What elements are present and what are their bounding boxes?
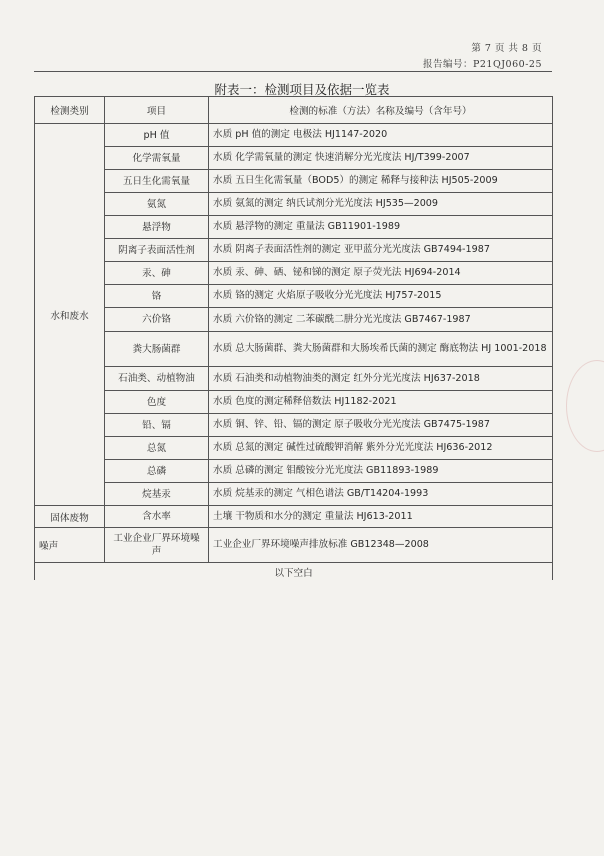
table-row <box>35 332 553 367</box>
header-category: 检测类别 <box>35 97 105 124</box>
item-cell: 五日生化需氧量 <box>105 170 209 193</box>
blank-note: 以下空白 <box>35 563 553 581</box>
table-row <box>35 528 553 563</box>
item-cell: 粪大肠菌群 <box>105 332 209 367</box>
table-row <box>35 239 553 262</box>
table-row <box>35 147 553 170</box>
header-item: 项目 <box>105 97 209 124</box>
item-cell: 铬 <box>105 285 209 308</box>
item-cell: 六价铬 <box>105 308 209 332</box>
item-cell: 汞、砷 <box>105 262 209 285</box>
item-cell: 化学需氧量 <box>105 147 209 170</box>
item-cell: 含水率 <box>105 506 209 528</box>
table-row <box>35 124 553 147</box>
item-cell: pH 值 <box>105 124 209 147</box>
item-cell: 氨氮 <box>105 193 209 216</box>
table-row <box>35 483 553 506</box>
table-header-row <box>35 97 553 124</box>
table-title: 附表一：检测项目及依据一览表 <box>214 82 390 97</box>
standard-cell: 水质 pH 值的测定 电极法 HJ1147-2020 <box>209 124 553 147</box>
standard-cell: 土壤 干物质和水分的测定 重量法 HJ613-2011 <box>209 506 553 528</box>
standard-cell: 水质 六价铬的测定 二苯碳酰二肼分光光度法 GB7467-1987 <box>209 308 553 332</box>
table-footer-row <box>35 563 553 581</box>
standard-cell: 水质 石油类和动植物油类的测定 红外分光光度法 HJ637-2018 <box>209 367 553 391</box>
report-number: 报告编号：P21QJ060-25 <box>422 59 542 70</box>
page-info: 第 7 页 共 8 页 <box>471 43 542 54</box>
faint-stamp-mark <box>566 360 604 452</box>
item-cell: 色度 <box>105 391 209 414</box>
table-row <box>35 285 553 308</box>
table-row <box>35 170 553 193</box>
table-row <box>35 308 553 332</box>
table-row <box>35 414 553 437</box>
category-cell: 噪声 <box>35 528 105 563</box>
category-cell: 水和废水 <box>35 124 105 506</box>
standard-cell: 水质 铜、锌、铅、镉的测定 原子吸收分光光度法 GB7475-1987 <box>209 414 553 437</box>
item-cell: 烷基汞 <box>105 483 209 506</box>
standard-cell: 水质 铬的测定 火焰原子吸收分光光度法 HJ757-2015 <box>209 285 553 308</box>
standard-cell: 工业企业厂界环境噪声排放标准 GB12348—2008 <box>209 528 553 563</box>
item-cell: 阴离子表面活性剂 <box>105 239 209 262</box>
standard-cell: 水质 化学需氧量的测定 快速消解分光光度法 HJ/T399-2007 <box>209 147 553 170</box>
header-rule <box>34 71 552 72</box>
standard-cell: 水质 悬浮物的测定 重量法 GB11901-1989 <box>209 216 553 239</box>
item-cell: 总氮 <box>105 437 209 460</box>
standard-cell: 水质 汞、砷、硒、铋和锑的测定 原子荧光法 HJ694-2014 <box>209 262 553 285</box>
standard-cell: 水质 色度的测定稀释倍数法 HJ1182-2021 <box>209 391 553 414</box>
standard-cell: 水质 总氮的测定 碱性过硫酸钾消解 紫外分光光度法 HJ636-2012 <box>209 437 553 460</box>
standard-cell: 水质 总磷的测定 钼酸铵分光光度法 GB11893-1989 <box>209 460 553 483</box>
standard-cell: 水质 氨氮的测定 纳氏试剂分光光度法 HJ535—2009 <box>209 193 553 216</box>
item-cell: 悬浮物 <box>105 216 209 239</box>
standard-cell: 水质 总大肠菌群、粪大肠菌群和大肠埃希氏菌的测定 酶底物法 HJ 1001-2018 <box>209 332 553 367</box>
table-row <box>35 506 553 528</box>
table-row <box>35 262 553 285</box>
standard-cell: 水质 五日生化需氧量（BOD5）的测定 稀释与接种法 HJ505-2009 <box>209 170 553 193</box>
table-row <box>35 193 553 216</box>
table-row <box>35 391 553 414</box>
header-standard: 检测的标准（方法）名称及编号（含年号） <box>209 97 553 124</box>
standard-cell: 水质 烷基汞的测定 气相色谱法 GB/T14204-1993 <box>209 483 553 506</box>
item-cell: 石油类、动植物油 <box>105 367 209 391</box>
standard-cell: 水质 阴离子表面活性剂的测定 亚甲蓝分光光度法 GB7494-1987 <box>209 239 553 262</box>
item-cell: 工业企业厂界环境噪声 <box>105 528 209 563</box>
category-cell: 固体废物 <box>35 506 105 528</box>
item-cell: 铅、镉 <box>105 414 209 437</box>
table-row <box>35 460 553 483</box>
method-table <box>34 96 553 580</box>
item-cell: 总磷 <box>105 460 209 483</box>
table-row <box>35 216 553 239</box>
table-row <box>35 437 553 460</box>
table-row <box>35 367 553 391</box>
